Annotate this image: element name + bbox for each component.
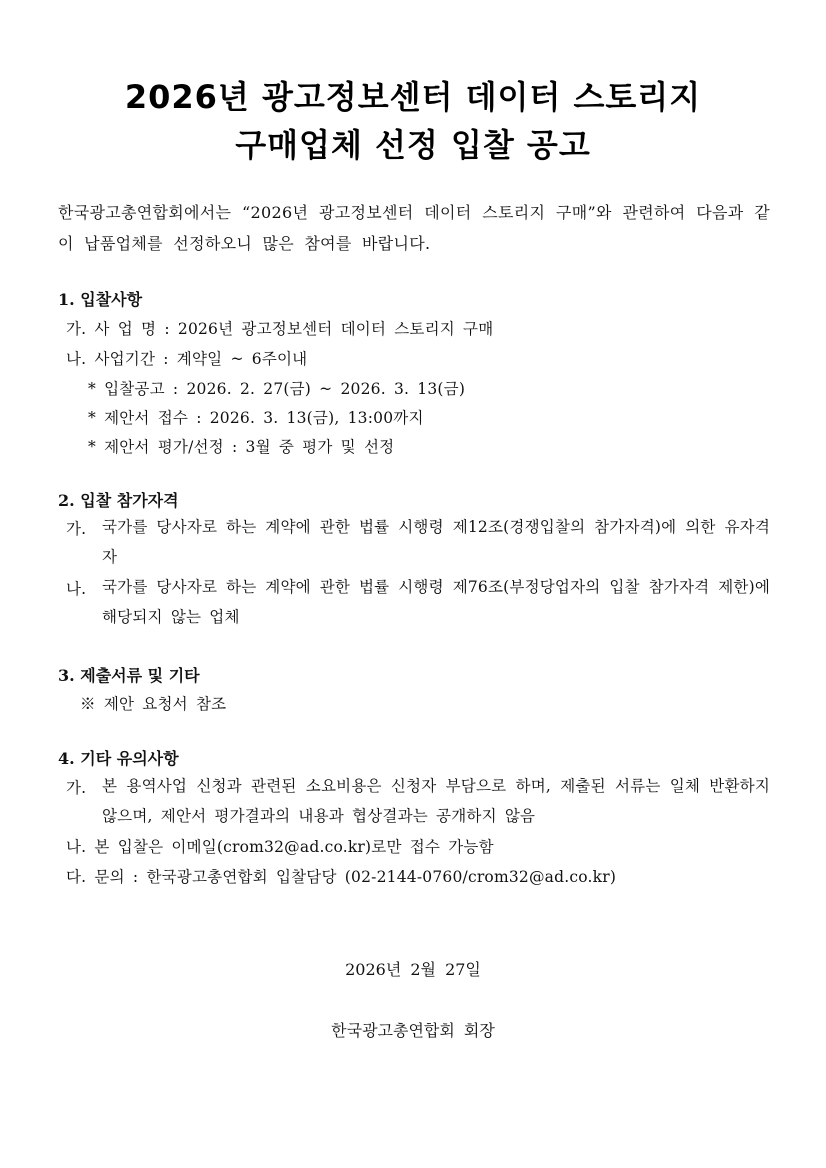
section-4-item-da: 다. 문의 : 한국광고총연합회 입찰담당 (02-2144-0760/crom32@ad.co.kr) [66, 868, 617, 886]
document-date: 2026년 2월 27일 [345, 960, 481, 979]
section-2-item-ga-marker: 가. [66, 520, 87, 538]
section-4-item-na: 나. 본 입찰은 이메일(crom32@ad.co.kr)로만 접수 가능함 [66, 838, 494, 856]
section-1-sub-item-3: * 제안서 평가/선정 : 3월 중 평가 및 선정 [88, 438, 395, 456]
section-4-item-ga-text: 본 용역사업 신청과 관련된 소요비용은 신청자 부담으로 하며, 제출된 서류는 일체 반환하지 않으며, 제안서 평가결과의 내용과 협상결과는 공개하지 않음 [102, 777, 770, 825]
section-1-sub-item-2: * 제안서 접수 : 2026. 3. 13(금), 13:00까지 [88, 409, 424, 427]
section-4-heading: 4. 기타 유의사항 [58, 749, 179, 768]
section-2-item-na-text: 국가를 당사자로 하는 계약에 관한 법률 시행령 제76조(부정당업자의 입찰 참가자격 제한)에 해당되지 않는 업체 [102, 578, 770, 626]
section-1-sub-item-1: * 입찰공고 : 2026. 2. 27(금) ~ 2026. 3. 13(금) [88, 380, 466, 398]
section-4-item-ga-marker: 가. [66, 779, 87, 797]
section-3-note: ※ 제안 요청서 참조 [80, 695, 227, 713]
section-3-heading: 3. 제출서류 및 기타 [58, 666, 200, 685]
document-title-line-1: 2026년 광고정보센터 데이터 스토리지 [124, 78, 702, 116]
section-2-item-ga-text: 국가를 당사자로 하는 계약에 관한 법률 시행령 제12조(경쟁입찰의 참가자격)에 의한 유자격자 [102, 518, 770, 566]
section-1-heading: 1. 입찰사항 [58, 290, 143, 309]
section-1-item-ga: 가. 사 업 명 : 2026년 광고정보센터 데이터 스토리지 구매 [66, 320, 494, 338]
document-title-line-2: 구매업체 선정 입찰 공고 [235, 126, 591, 164]
section-2-item-na-marker: 나. [66, 580, 87, 598]
section-1-item-na: 나. 사업기간 : 계약일 ~ 6주이내 [66, 350, 308, 368]
section-2-heading: 2. 입찰 참가자격 [58, 491, 179, 510]
signature: 한국광고총연합회 회장 [331, 1021, 495, 1040]
intro-paragraph: 한국광고총연합회에서는 “2026년 광고정보센터 데이터 스토리지 구매”와 관련하여 다음과 같이 납품업체를 선정하오니 많은 참여를 바랍니다. [58, 203, 770, 253]
